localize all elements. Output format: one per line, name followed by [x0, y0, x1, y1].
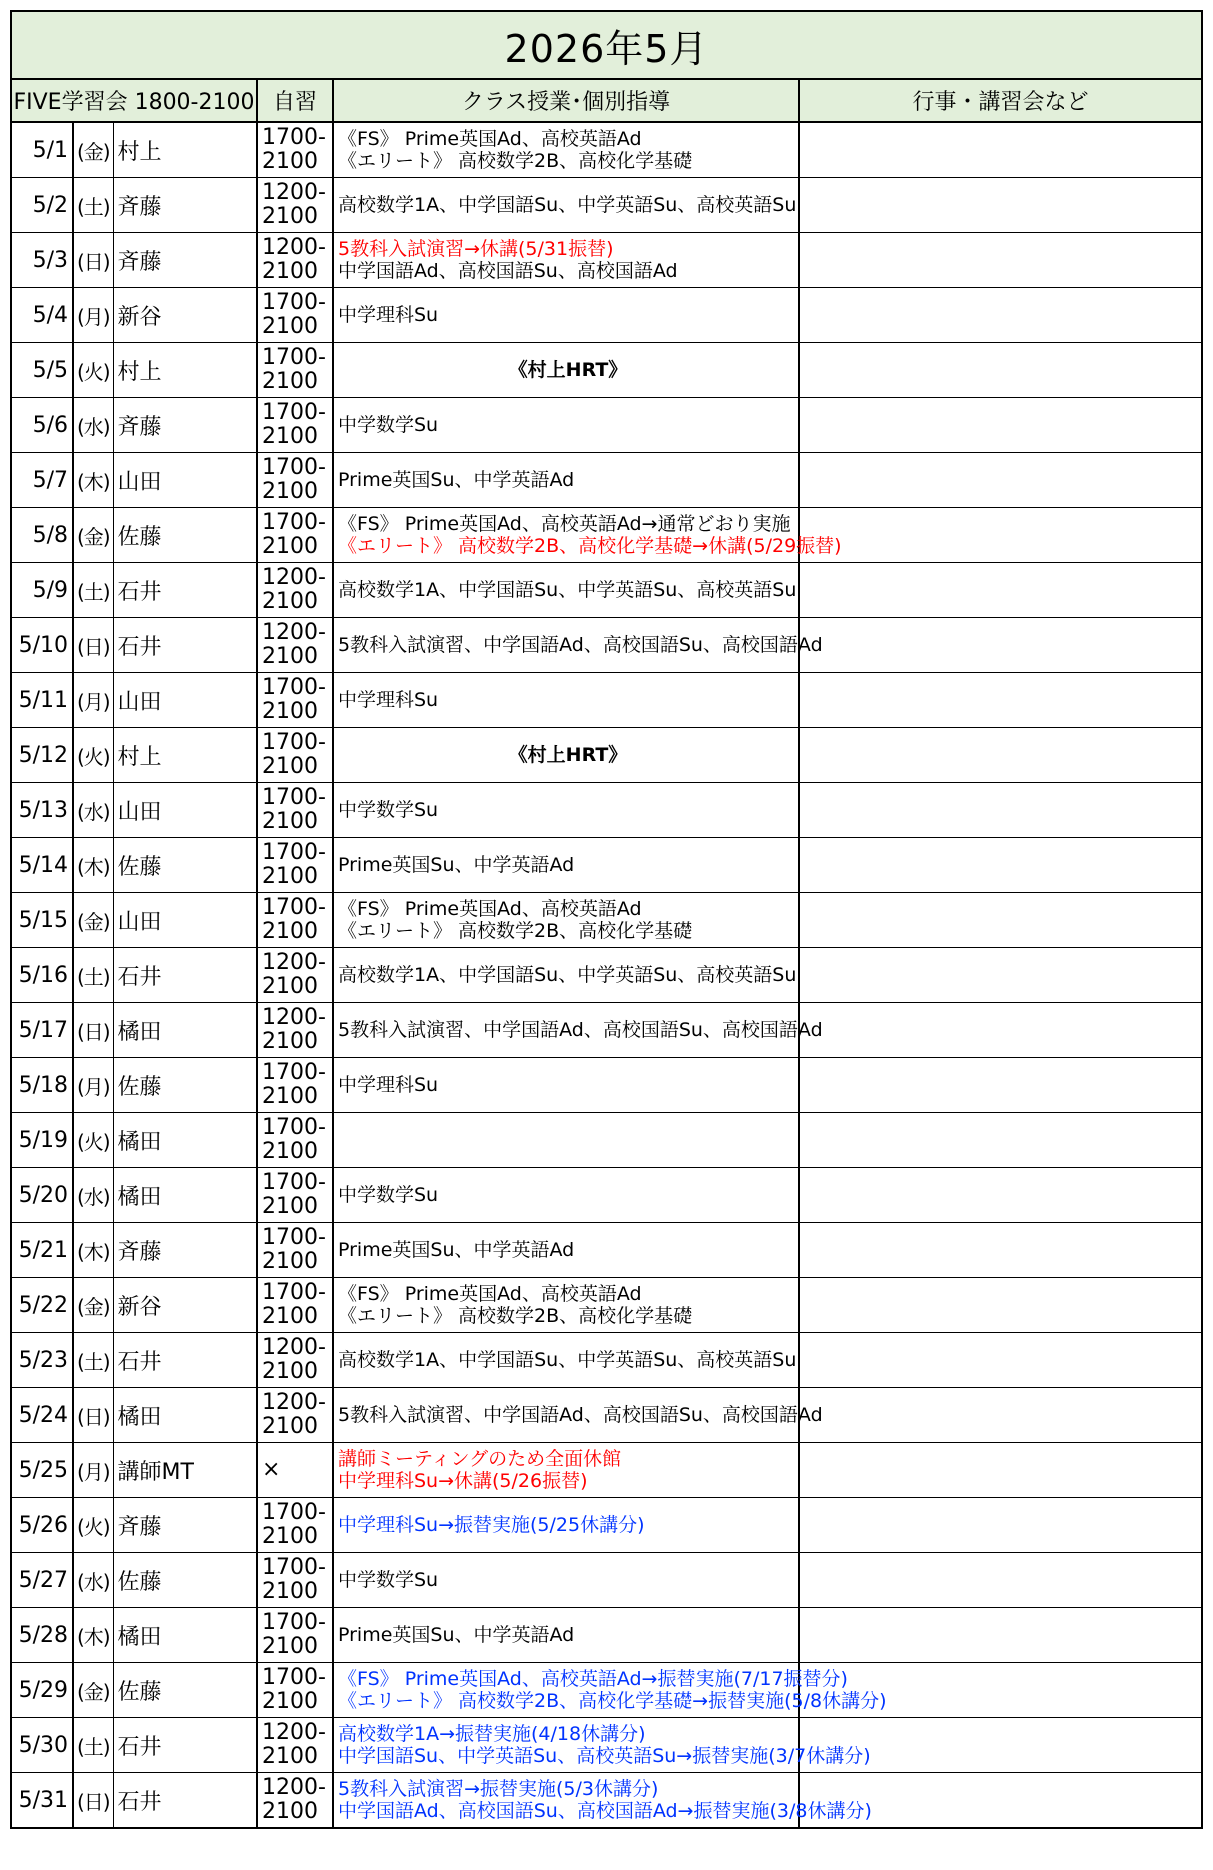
- self-study-cell: 1700-2100: [257, 673, 333, 728]
- event-cell: [799, 618, 1201, 673]
- staff-cell: 佐藤: [113, 1553, 257, 1608]
- classes-cell: [333, 838, 799, 893]
- table-row: [12, 728, 1201, 783]
- staff-cell: 石井: [113, 1773, 257, 1828]
- self-study-cell: 1200-2100: [257, 563, 333, 618]
- class-line: 《FS》 Prime英国Ad、高校英語Ad→振替実施(7/17振替分): [338, 1668, 848, 1690]
- self-study-cell: 1700-2100: [257, 1223, 333, 1278]
- date-cell: 5/25: [12, 1443, 73, 1498]
- table-row: [12, 1058, 1201, 1113]
- date-cell: 5/26: [12, 1498, 73, 1553]
- self-study-cell: 1700-2100: [257, 1608, 333, 1663]
- self-study-cell: 1200-2100: [257, 1388, 333, 1443]
- event-cell: [799, 1223, 1201, 1278]
- table-row: [12, 1443, 1201, 1498]
- weekday-cell: (金): [73, 1663, 113, 1718]
- table-row: [12, 122, 1201, 178]
- weekday-cell: (木): [73, 1608, 113, 1663]
- date-cell: 5/2: [12, 178, 73, 233]
- weekday-cell: (火): [73, 343, 113, 398]
- date-cell: 5/29: [12, 1663, 73, 1718]
- class-line: 《エリート》 高校数学2B、高校化学基礎: [338, 1305, 693, 1327]
- classes-cell: [333, 508, 842, 563]
- date-cell: 5/20: [12, 1168, 73, 1223]
- class-line: 《村上HRT》: [508, 359, 628, 381]
- classes-cell: [333, 288, 799, 343]
- staff-cell: 斉藤: [113, 398, 257, 453]
- classes-cell: [333, 122, 799, 178]
- class-line: 中学国語Ad、高校国語Su、高校国語Ad→振替実施(3/8休講分): [338, 1800, 872, 1822]
- class-line: Prime英国Su、中学英語Ad: [338, 1239, 575, 1261]
- weekday-cell: (月): [73, 673, 113, 728]
- event-cell: [799, 1498, 1201, 1553]
- staff-cell: 石井: [113, 563, 257, 618]
- date-cell: 5/18: [12, 1058, 73, 1113]
- weekday-cell: (木): [73, 1223, 113, 1278]
- classes-cell: [333, 1168, 799, 1223]
- class-line: 《FS》 Prime英国Ad、高校英語Ad→通常どおり実施: [338, 513, 791, 535]
- staff-cell: 斉藤: [113, 1223, 257, 1278]
- self-study-cell: 1700-2100: [257, 893, 333, 948]
- class-line: 《FS》 Prime英国Ad、高校英語Ad: [338, 1283, 642, 1305]
- weekday-cell: (月): [73, 288, 113, 343]
- self-study-cell: 1700-2100: [257, 838, 333, 893]
- date-cell: 5/30: [12, 1718, 73, 1773]
- self-study-cell: 1700-2100: [257, 1168, 333, 1223]
- class-line: 5教科入試演習、中学国語Ad、高校国語Su、高校国語Ad: [338, 634, 823, 656]
- class-line: 中学理科Su: [338, 689, 439, 711]
- date-cell: 5/21: [12, 1223, 73, 1278]
- staff-cell: 斉藤: [113, 178, 257, 233]
- event-cell: [799, 453, 1201, 508]
- self-study-cell: 1200-2100: [257, 618, 333, 673]
- classes-cell: [333, 1388, 823, 1443]
- table-row: [12, 1498, 1201, 1553]
- class-line: 中学理科Su→振替実施(5/25休講分): [338, 1514, 645, 1536]
- schedule-sheet: [10, 10, 1203, 1829]
- self-study-cell: 1700-2100: [257, 1553, 333, 1608]
- event-cell: [799, 178, 1201, 233]
- table-row: [12, 618, 1201, 673]
- staff-cell: 村上: [113, 343, 257, 398]
- schedule-table: [12, 80, 1201, 1827]
- class-line: 高校数学1A、中学国語Su、中学英語Su、高校英語Su: [338, 964, 797, 986]
- date-cell: 5/15: [12, 893, 73, 948]
- staff-cell: 石井: [113, 1718, 257, 1773]
- event-cell: [799, 893, 1201, 948]
- staff-cell: 橘田: [113, 1388, 257, 1443]
- date-cell: 5/23: [12, 1333, 73, 1388]
- table-row: [12, 398, 1201, 453]
- date-cell: 5/8: [12, 508, 73, 563]
- class-line: Prime英国Su、中学英語Ad: [338, 469, 575, 491]
- event-cell: [799, 838, 1201, 893]
- staff-cell: 佐藤: [113, 838, 257, 893]
- classes-cell: [333, 1223, 799, 1278]
- staff-cell: 佐藤: [113, 1663, 257, 1718]
- self-study-cell: 1700-2100: [257, 728, 333, 783]
- event-cell: [799, 1168, 1201, 1223]
- table-row: [12, 1608, 1201, 1663]
- table-row: [12, 453, 1201, 508]
- weekday-cell: (土): [73, 563, 113, 618]
- weekday-cell: (日): [73, 233, 113, 288]
- classes-cell: [333, 453, 799, 508]
- classes-cell: [333, 1003, 823, 1058]
- weekday-cell: (月): [73, 1058, 113, 1113]
- self-study-cell: 1200-2100: [257, 1003, 333, 1058]
- staff-cell: 新谷: [113, 1278, 257, 1333]
- self-study-cell: 1700-2100: [257, 1498, 333, 1553]
- classes-cell: [333, 563, 799, 618]
- class-line: Prime英国Su、中学英語Ad: [338, 1624, 575, 1646]
- staff-cell: 佐藤: [113, 508, 257, 563]
- date-cell: 5/1: [12, 122, 73, 178]
- classes-cell: [333, 1553, 799, 1608]
- table-row: [12, 783, 1201, 838]
- self-study-cell: 1700-2100: [257, 1058, 333, 1113]
- date-cell: 5/10: [12, 618, 73, 673]
- class-line: Prime英国Su、中学英語Ad: [338, 854, 575, 876]
- self-study-cell: 1700-2100: [257, 1278, 333, 1333]
- class-line: 《エリート》 高校数学2B、高校化学基礎: [338, 150, 693, 172]
- classes-cell: [333, 1498, 799, 1553]
- date-cell: 5/28: [12, 1608, 73, 1663]
- event-cell: [799, 1608, 1201, 1663]
- date-cell: 5/14: [12, 838, 73, 893]
- table-row: [12, 948, 1201, 1003]
- classes-cell: [333, 1608, 799, 1663]
- header-staff: FIVE学習会 1800-2100: [12, 80, 257, 122]
- class-line: 中学数学Su: [338, 1569, 439, 1591]
- classes-cell: [333, 618, 823, 673]
- event-cell: [799, 508, 1201, 563]
- classes-cell: [333, 233, 799, 288]
- table-row: [12, 1003, 1201, 1058]
- classes-cell: [333, 1058, 799, 1113]
- weekday-cell: (月): [73, 1443, 113, 1498]
- self-study-cell: 1200-2100: [257, 1333, 333, 1388]
- event-cell: [799, 1333, 1201, 1388]
- weekday-cell: (火): [73, 1113, 113, 1168]
- table-row: [12, 1278, 1201, 1333]
- weekday-cell: (日): [73, 618, 113, 673]
- staff-cell: 村上: [113, 728, 257, 783]
- event-cell: [799, 1113, 1201, 1168]
- self-study-cell: 1700-2100: [257, 122, 333, 178]
- self-study-cell: 1200-2100: [257, 233, 333, 288]
- date-cell: 5/22: [12, 1278, 73, 1333]
- event-cell: [799, 122, 1201, 178]
- header-row: [12, 80, 1201, 122]
- date-cell: 5/31: [12, 1773, 73, 1828]
- class-line: 《FS》 Prime英国Ad、高校英語Ad: [338, 898, 642, 920]
- self-study-cell: 1200-2100: [257, 1773, 333, 1828]
- self-study-cell: 1200-2100: [257, 178, 333, 233]
- class-line: 《エリート》 高校数学2B、高校化学基礎: [338, 920, 693, 942]
- table-row: [12, 1718, 1201, 1773]
- staff-cell: 山田: [113, 673, 257, 728]
- event-cell: [799, 728, 1201, 783]
- classes-cell: [333, 1718, 871, 1773]
- staff-cell: 石井: [113, 618, 257, 673]
- class-line: 講師ミーティングのため全面休館: [338, 1448, 622, 1470]
- classes-cell: [333, 398, 799, 453]
- self-study-cell: 1700-2100: [257, 1663, 333, 1718]
- event-cell: [799, 233, 1201, 288]
- weekday-cell: (金): [73, 508, 113, 563]
- header-events: 行事・講習会など: [799, 80, 1201, 122]
- staff-cell: 斉藤: [113, 1498, 257, 1553]
- weekday-cell: (日): [73, 1388, 113, 1443]
- table-row: [12, 1333, 1201, 1388]
- self-study-cell: 1700-2100: [257, 1113, 333, 1168]
- class-line: 中学理科Su→休講(5/26振替): [338, 1470, 588, 1492]
- date-cell: 5/27: [12, 1553, 73, 1608]
- class-line: 高校数学1A、中学国語Su、中学英語Su、高校英語Su: [338, 579, 797, 601]
- weekday-cell: (日): [73, 1003, 113, 1058]
- self-study-cell: 1700-2100: [257, 508, 333, 563]
- class-line: 中学数学Su: [338, 1184, 439, 1206]
- event-cell: [799, 398, 1201, 453]
- classes-cell: [333, 178, 799, 233]
- classes-cell: [333, 1443, 799, 1498]
- class-line: 《村上HRT》: [508, 744, 628, 766]
- classes-cell: [333, 1663, 887, 1718]
- event-cell: [799, 1003, 1201, 1058]
- staff-cell: 橘田: [113, 1168, 257, 1223]
- self-study-cell: 1700-2100: [257, 288, 333, 343]
- staff-cell: 橘田: [113, 1608, 257, 1663]
- weekday-cell: (水): [73, 1168, 113, 1223]
- event-cell: [799, 1388, 1201, 1443]
- self-study-cell: 1700-2100: [257, 453, 333, 508]
- date-cell: 5/13: [12, 783, 73, 838]
- table-row: [12, 1553, 1201, 1608]
- weekday-cell: (金): [73, 893, 113, 948]
- class-line: 5教科入試演習→振替実施(5/3休講分): [338, 1778, 659, 1800]
- self-study-cell: ×: [257, 1443, 333, 1498]
- table-row: [12, 178, 1201, 233]
- date-cell: 5/11: [12, 673, 73, 728]
- class-line: 高校数学1A→振替実施(4/18休講分): [338, 1723, 646, 1745]
- classes-cell: [333, 343, 799, 398]
- classes-cell: [333, 948, 799, 1003]
- table-row: [12, 673, 1201, 728]
- date-cell: 5/24: [12, 1388, 73, 1443]
- class-line: 5教科入試演習、中学国語Ad、高校国語Su、高校国語Ad: [338, 1019, 823, 1041]
- table-row: [12, 1168, 1201, 1223]
- date-cell: 5/7: [12, 453, 73, 508]
- table-row: [12, 563, 1201, 618]
- event-cell: [799, 343, 1201, 398]
- staff-cell: 山田: [113, 453, 257, 508]
- table-row: [12, 508, 1201, 563]
- table-row: [12, 233, 1201, 288]
- event-cell: [799, 1553, 1201, 1608]
- class-line: 《エリート》 高校数学2B、高校化学基礎→休講(5/29振替): [338, 535, 842, 557]
- weekday-cell: (日): [73, 1773, 113, 1828]
- event-cell: [799, 948, 1201, 1003]
- table-row: [12, 1223, 1201, 1278]
- date-cell: 5/17: [12, 1003, 73, 1058]
- staff-cell: 山田: [113, 893, 257, 948]
- class-line: 高校数学1A、中学国語Su、中学英語Su、高校英語Su: [338, 194, 797, 216]
- weekday-cell: (金): [73, 1278, 113, 1333]
- classes-cell: [333, 1278, 799, 1333]
- date-cell: 5/5: [12, 343, 73, 398]
- table-row: [12, 1388, 1201, 1443]
- weekday-cell: (木): [73, 453, 113, 508]
- class-line: 《FS》 Prime英国Ad、高校英語Ad: [338, 128, 642, 150]
- class-line: 高校数学1A、中学国語Su、中学英語Su、高校英語Su: [338, 1349, 797, 1371]
- event-cell: [799, 1443, 1201, 1498]
- staff-cell: 橘田: [113, 1003, 257, 1058]
- staff-cell: 講師MT: [113, 1443, 257, 1498]
- event-cell: [799, 1278, 1201, 1333]
- self-study-cell: 1700-2100: [257, 783, 333, 838]
- date-cell: 5/12: [12, 728, 73, 783]
- table-row: [12, 1663, 1201, 1718]
- table-row: [12, 1773, 1201, 1828]
- date-cell: 5/6: [12, 398, 73, 453]
- date-cell: 5/16: [12, 948, 73, 1003]
- event-cell: [799, 1058, 1201, 1113]
- class-line: 中学数学Su: [338, 414, 439, 436]
- table-row: [12, 893, 1201, 948]
- weekday-cell: (土): [73, 948, 113, 1003]
- class-line: 中学理科Su: [338, 304, 439, 326]
- staff-cell: 石井: [113, 1333, 257, 1388]
- weekday-cell: (水): [73, 783, 113, 838]
- weekday-cell: (水): [73, 1553, 113, 1608]
- classes-cell: [333, 728, 799, 783]
- classes-cell: [333, 893, 799, 948]
- weekday-cell: (金): [73, 122, 113, 178]
- class-line: 中学理科Su: [338, 1074, 439, 1096]
- classes-cell: [333, 1113, 799, 1168]
- date-cell: 5/4: [12, 288, 73, 343]
- table-row: [12, 838, 1201, 893]
- staff-cell: 石井: [113, 948, 257, 1003]
- classes-cell: [333, 1773, 872, 1828]
- event-cell: [799, 783, 1201, 838]
- staff-cell: 村上: [113, 122, 257, 178]
- self-study-cell: 1200-2100: [257, 1718, 333, 1773]
- self-study-cell: 1700-2100: [257, 343, 333, 398]
- class-line: 5教科入試演習→休講(5/31振替): [338, 238, 614, 260]
- event-cell: [799, 563, 1201, 618]
- date-cell: 5/3: [12, 233, 73, 288]
- weekday-cell: (木): [73, 838, 113, 893]
- self-study-cell: 1200-2100: [257, 948, 333, 1003]
- event-cell: [799, 673, 1201, 728]
- staff-cell: 新谷: [113, 288, 257, 343]
- class-line: 中学数学Su: [338, 799, 439, 821]
- class-line: 中学国語Su、中学英語Su、高校英語Su→振替実施(3/7休講分): [338, 1745, 871, 1767]
- weekday-cell: (火): [73, 1498, 113, 1553]
- weekday-cell: (土): [73, 1333, 113, 1388]
- classes-cell: [333, 673, 799, 728]
- classes-cell: [333, 1333, 799, 1388]
- date-cell: 5/9: [12, 563, 73, 618]
- staff-cell: 山田: [113, 783, 257, 838]
- table-row: [12, 1113, 1201, 1168]
- class-line: 5教科入試演習、中学国語Ad、高校国語Su、高校国語Ad: [338, 1404, 823, 1426]
- classes-cell: [333, 783, 799, 838]
- date-cell: 5/19: [12, 1113, 73, 1168]
- weekday-cell: (水): [73, 398, 113, 453]
- table-row: [12, 288, 1201, 343]
- header-self-study: 自習: [257, 80, 333, 122]
- page-title: 2026年5月: [12, 12, 1201, 80]
- class-line: 《エリート》 高校数学2B、高校化学基礎→振替実施(5/8休講分): [338, 1690, 887, 1712]
- event-cell: [799, 288, 1201, 343]
- table-row: [12, 343, 1201, 398]
- weekday-cell: (火): [73, 728, 113, 783]
- staff-cell: 橘田: [113, 1113, 257, 1168]
- staff-cell: 佐藤: [113, 1058, 257, 1113]
- self-study-cell: 1700-2100: [257, 398, 333, 453]
- staff-cell: 斉藤: [113, 233, 257, 288]
- weekday-cell: (土): [73, 178, 113, 233]
- header-classes: クラス授業･個別指導: [333, 80, 799, 122]
- weekday-cell: (土): [73, 1718, 113, 1773]
- class-line: 中学国語Ad、高校国語Su、高校国語Ad: [338, 260, 678, 282]
